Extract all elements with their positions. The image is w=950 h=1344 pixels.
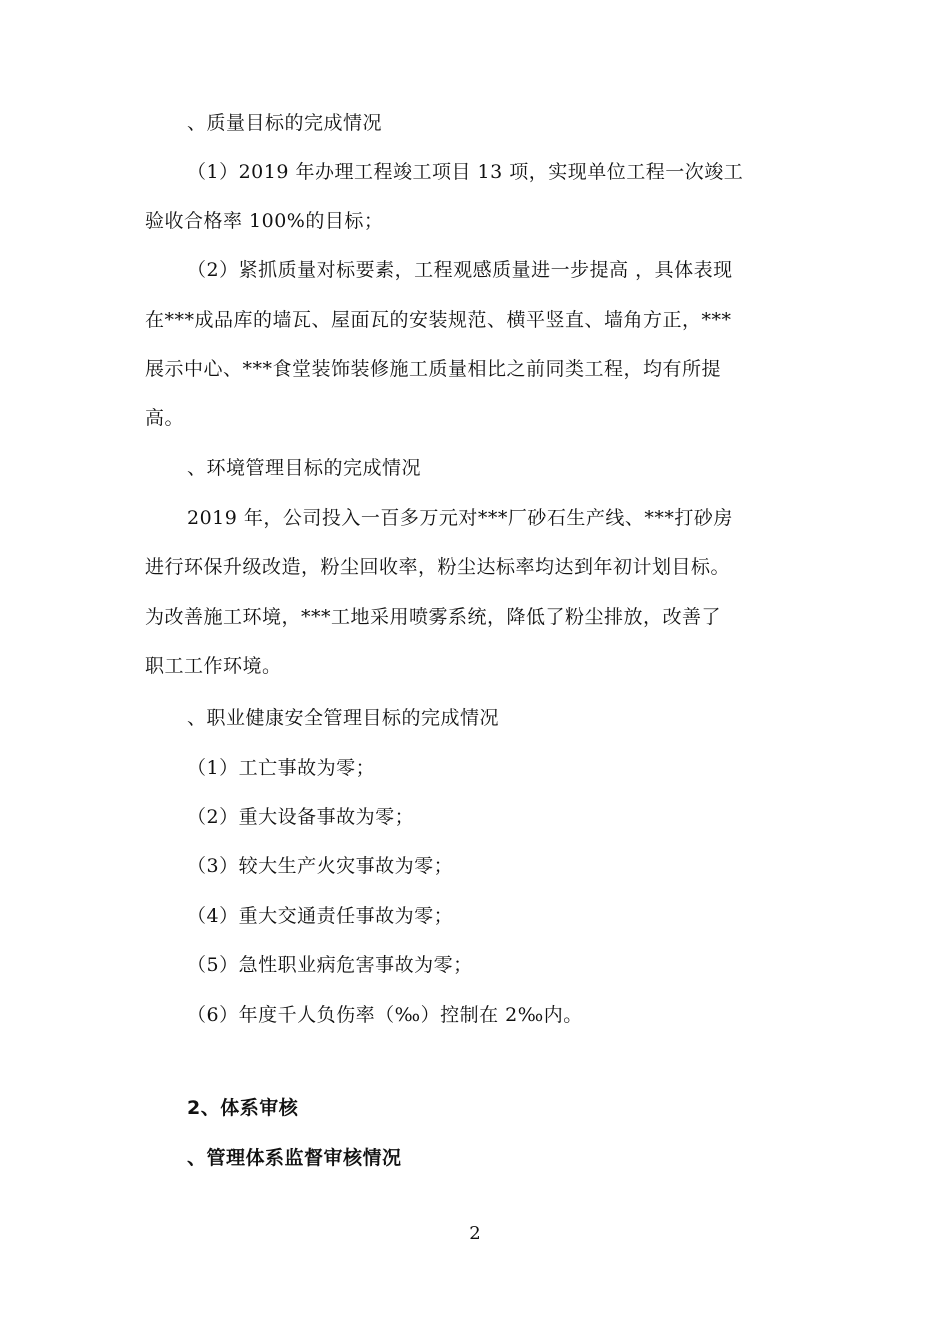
- subheading-supervision-audit: 、管理体系监督审核情况: [187, 1147, 402, 1169]
- list-item: （2）重大设备事故为零；: [187, 806, 415, 828]
- paragraph-line: 验收合格率 100%的目标；: [145, 210, 384, 232]
- heading-ohs-goals: 、职业健康安全管理目标的完成情况: [187, 707, 500, 729]
- paragraph-line: 在***成品库的墙瓦、屋面瓦的安装规范、横平竖直、墙角方正，***: [145, 309, 732, 331]
- paragraph-line: （1）2019 年办理工程竣工项目 13 项，实现单位工程一次竣工: [187, 161, 744, 183]
- paragraph-line: 为改善施工环境，***工地采用喷雾系统，降低了粉尘排放，改善了: [145, 606, 722, 628]
- paragraph-line: 2019 年，公司投入一百多万元对***厂砂石生产线、***打砂房: [187, 507, 733, 529]
- list-item: （6）年度千人负伤率（‰）控制在 2‰内。: [187, 1004, 583, 1026]
- heading-environment-goals: 、环境管理目标的完成情况: [187, 457, 422, 479]
- paragraph-line: 职工工作环境。: [145, 655, 282, 677]
- page-number: 2: [469, 1223, 481, 1244]
- heading-quality-goals: 、质量目标的完成情况: [187, 112, 383, 134]
- list-item: （4）重大交通责任事故为零；: [187, 905, 454, 927]
- paragraph-line: 进行环保升级改造，粉尘回收率，粉尘达标率均达到年初计划目标。: [145, 556, 731, 578]
- paragraph-line: 高。: [145, 407, 185, 429]
- list-item: （5）急性职业病危害事故为零；: [187, 954, 473, 976]
- section-heading-system-audit: 2、体系审核: [187, 1097, 299, 1119]
- paragraph-line: （2）紧抓质量对标要素，工程观感质量进一步提高 ，具体表现: [187, 259, 733, 281]
- paragraph-line: 展示中心、***食堂装饰装修施工质量相比之前同类工程，均有所提: [145, 358, 722, 380]
- list-item: （1）工亡事故为零；: [187, 757, 376, 779]
- list-item: （3）较大生产火灾事故为零；: [187, 855, 454, 877]
